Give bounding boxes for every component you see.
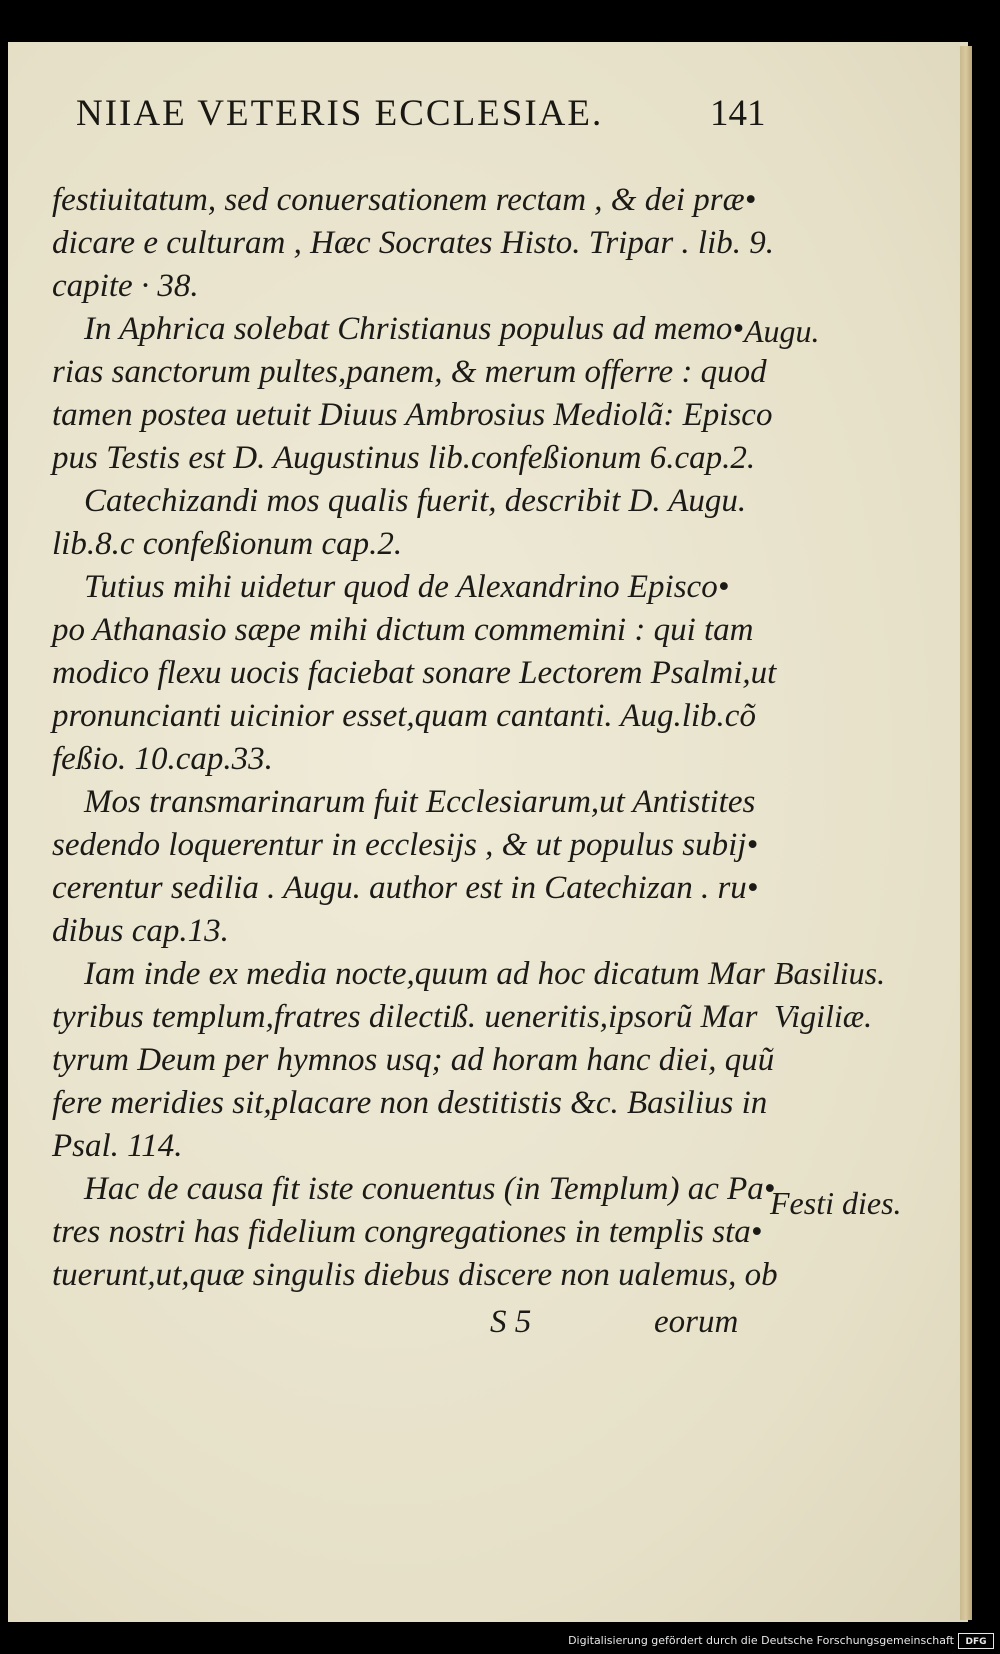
text-line-20: tyribus templum,fratres dilectiß. ueneritis,ipsorũ Mar xyxy=(52,999,758,1035)
text-line-11: po Athanasio sæpe mihi dictum commemini : qui tam xyxy=(52,612,754,648)
margin-note-basilius: Basilius. xyxy=(774,955,886,991)
text-line-23: Psal. 114. xyxy=(52,1128,183,1164)
text-line-9: lib.8.c confeßionum cap.2. xyxy=(52,526,403,562)
text-line-18: dibus cap.13. xyxy=(52,913,229,949)
text-line-8: Catechizandi mos qualis fuerit, describit D. Augu. xyxy=(84,483,747,519)
catchword-line xyxy=(8,1304,968,1344)
text-line-12: modico flexu uocis faciebat sonare Lectorem Psalmi,ut xyxy=(52,655,777,691)
margin-note-augu: Augu. xyxy=(744,313,820,349)
text-line-4: In Aphrica solebat Christianus populus ad memo• xyxy=(84,311,744,347)
text-line-6: tamen postea uetuit Diuus Ambrosius Mediolã: Episco xyxy=(52,397,773,433)
text-line-1: festiuitatum, sed conuersationem rectam , & dei præ• xyxy=(52,182,757,218)
text-line-14: feßio. 10.cap.33. xyxy=(52,741,273,777)
text-line-25: tres nostri has fidelium congregationes in templis sta• xyxy=(52,1214,763,1250)
text-line-3: capite · 38. xyxy=(52,268,199,304)
text-line-7: pus Testis est D. Augustinus lib.confeßionum 6.cap.2. xyxy=(52,440,756,476)
margin-note-festi-dies: Festi dies. xyxy=(770,1185,902,1221)
text-line-24: Hac de causa fit iste conuentus (in Templum) ac Pa• xyxy=(84,1171,776,1207)
text-line-13: pronuncianti uicinior esset,quam cantanti. Aug.lib.cõ xyxy=(52,698,756,734)
dfg-logo: DFG xyxy=(958,1633,994,1649)
text-line-19: Iam inde ex media nocte,quum ad hoc dicatum Mar xyxy=(84,956,765,992)
signature-mark: S 5 xyxy=(490,1304,532,1340)
text-line-26: tuerunt,ut,quæ singulis diebus discere non ualemus, ob xyxy=(52,1257,778,1293)
page-text xyxy=(8,42,968,1622)
text-line-22: fere meridies sit,placare non destitistis &c. Basilius in xyxy=(52,1085,768,1121)
text-line-2: dicare e culturam , Hæc Socrates Histo. Tripar . lib. 9. xyxy=(52,225,775,261)
text-line-21: tyrum Deum per hymnos usq; ad horam hanc diei, quũ xyxy=(52,1042,775,1078)
text-line-5: rias sanctorum pultes,panem, & merum offerre : quod xyxy=(52,354,767,390)
margin-note-vigiliae: Vigiliæ. xyxy=(774,998,873,1034)
text-line-16: sedendo loquerentur in ecclesijs , & ut populus subij• xyxy=(52,827,759,863)
text-line-15: Mos transmarinarum fuit Ecclesiarum,ut Antistites xyxy=(84,784,756,820)
running-head: NIIAE VETERIS ECCLESIAE. xyxy=(76,93,604,134)
footer-credit: Digitalisierung gefördert durch die Deutsche Forschungsgemeinschaft xyxy=(568,1634,954,1647)
page-number: 141 xyxy=(710,93,766,134)
text-line-17: cerentur sedilia . Augu. author est in Catechizan . ru• xyxy=(52,870,759,906)
text-line-10: Tutius mihi uidetur quod de Alexandrino Episco• xyxy=(84,569,730,605)
footer-bar xyxy=(0,1630,1000,1654)
page-edge xyxy=(960,46,972,1620)
book-page xyxy=(8,42,968,1622)
catchword: eorum xyxy=(654,1304,739,1340)
